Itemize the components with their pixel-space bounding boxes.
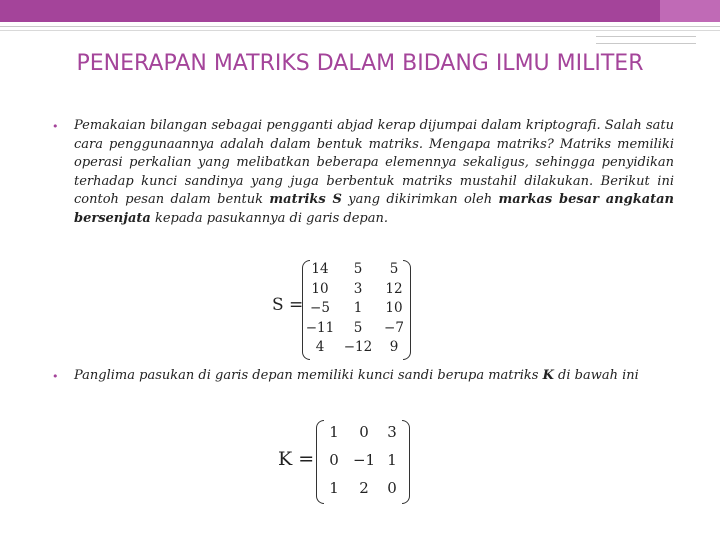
- matrix-k-label: K =: [278, 448, 315, 470]
- matrix-k-cell-r3-c1: 1: [329, 479, 339, 497]
- matrix-s-cell-r2-c2: 3: [353, 280, 363, 297]
- header-rule-1: [0, 26, 720, 27]
- matrix-k-cell-r1-c2: 0: [359, 423, 369, 441]
- paragraph-1-text-b: yang dikirimkan oleh: [341, 192, 499, 207]
- matrix-k-cell-r3-c3: 0: [387, 479, 397, 497]
- matrix-s-cell-r5-c1: 4: [315, 339, 325, 355]
- bullet-marker-2: •: [52, 370, 59, 383]
- matrix-s-cell-r1-c2: 5: [353, 261, 363, 277]
- slide-title: PENERAPAN MATRIKS DALAM BIDANG ILMU MILITER: [76, 51, 644, 76]
- matrix-s-cell-r5-c3: 9: [389, 339, 399, 355]
- matrix-s: [272, 258, 412, 360]
- matrix-s-cell-r3-c2: 1: [353, 300, 363, 316]
- paragraph-1-bold-a: matriks S: [269, 192, 342, 207]
- paragraph-2: [74, 367, 674, 386]
- bullet-marker-1: •: [52, 120, 59, 133]
- top-accent-band-right: [660, 0, 720, 22]
- header-rule-2: [0, 30, 720, 31]
- paragraph-2-text-b: di bawah ini: [553, 368, 639, 383]
- matrix-k-cell-r2-c2: −1: [352, 451, 376, 469]
- paragraph-1-text-c: kepada pasukannya di garis depan.: [150, 210, 388, 226]
- matrix-s-cell-r1-c1: 14: [311, 261, 329, 277]
- top-accent-band: [0, 0, 720, 22]
- matrix-s-cell-r4-c2: 5: [353, 319, 363, 336]
- matrix-s-cell-r2-c3: 12: [385, 280, 403, 297]
- paragraph-2-bold-a: K: [542, 368, 554, 383]
- matrix-k-cell-r2-c3: 1: [387, 451, 397, 469]
- matrix-s-label: S =: [272, 295, 304, 315]
- matrix-k: [278, 418, 408, 504]
- paragraph-1-text-a: Pemakaian bilangan sebagai pengganti abjad kerap dijumpai dalam kriptografi. Salah satu cara penggunaannya adalah dalam bentuk matriks. Mengapa matriks? Matriks memiliki operasi perkalian yang melibatkan beberapa elemennya sekaligus, sehingga penyidikan terhadap kunci sandinya yang juga berbentuk matriks mustahil dilakukan. Berikut ini contoh pesan dalam bentuk: [74, 118, 674, 207]
- header-tab-decoration: [596, 36, 696, 44]
- matrix-s-cell-r2-c1: 10: [311, 280, 329, 297]
- paragraph-1-bold-b: markas besar angkatan bersenjata: [74, 192, 675, 226]
- paragraph-2-text-a: Panglima pasukan di garis depan memiliki kunci sandi berupa matriks: [74, 368, 543, 383]
- matrix-s-cell-r4-c3: −7: [384, 319, 404, 336]
- matrix-s-cell-r1-c3: 5: [389, 261, 399, 277]
- matrix-k-cell-r1-c1: 1: [329, 423, 339, 441]
- matrix-s-cell-r5-c2: −12: [343, 339, 373, 355]
- paragraph-1: [74, 117, 674, 228]
- matrix-s-cell-r3-c1: −5: [310, 300, 330, 316]
- matrix-s-cell-r4-c1: −11: [305, 319, 335, 336]
- matrix-k-cell-r3-c2: 2: [359, 479, 369, 497]
- matrix-k-cell-r1-c3: 3: [387, 423, 397, 441]
- matrix-k-cell-r2-c1: 0: [329, 451, 339, 469]
- matrix-s-cell-r3-c3: 10: [385, 300, 403, 316]
